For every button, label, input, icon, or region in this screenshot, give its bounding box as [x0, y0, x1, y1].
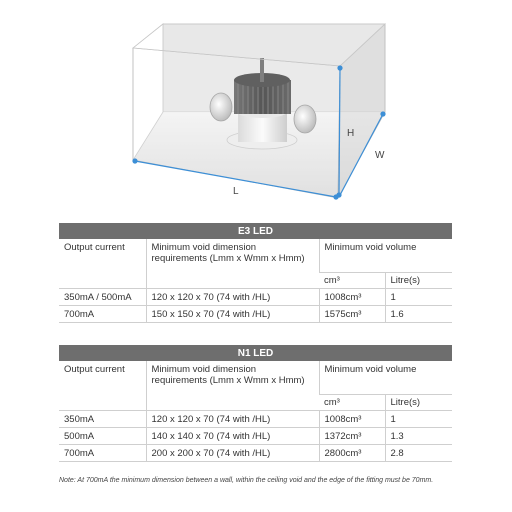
header-min-volume: Minimum void volume: [319, 361, 452, 395]
header-litres: Litre(s): [385, 273, 452, 289]
cell-cm3: 1008cm³: [319, 289, 385, 306]
table-row: [59, 306, 452, 323]
header-output-current: Output current: [59, 361, 146, 411]
void-box-illustration: [0, 0, 512, 215]
table-row: [59, 428, 452, 445]
cell-dimension: 120 x 120 x 70 (74 with /HL): [146, 289, 319, 306]
cell-litres: 1: [385, 289, 452, 306]
cell-litres: 1.6: [385, 306, 452, 323]
header-cm3: cm³: [319, 395, 385, 411]
header-cm3: cm³: [319, 273, 385, 289]
cell-dimension: 200 x 200 x 70 (74 with /HL): [146, 445, 319, 462]
cell-cm3: 2800cm³: [319, 445, 385, 462]
cell-cm3: 1575cm³: [319, 306, 385, 323]
table-row: [59, 289, 452, 306]
cell-litres: 1.3: [385, 428, 452, 445]
box-front-face: [133, 48, 340, 198]
cell-current: 500mA: [59, 428, 146, 445]
e3-led-table: [59, 223, 452, 323]
cell-cm3: 1372cm³: [319, 428, 385, 445]
header-output-current: Output current: [59, 239, 146, 289]
footnote: Note: At 700mA the minimum dimension between a wall, within the ceiling void and the edge of the fitting must be 70mm.: [59, 477, 434, 484]
cell-dimension: 120 x 120 x 70 (74 with /HL): [146, 411, 319, 428]
header-min-dimension: Minimum void dimension requirements (Lmm x Wmm x Hmm): [146, 361, 319, 411]
cell-current: 350mA / 500mA: [59, 289, 146, 306]
cell-litres: 1: [385, 411, 452, 428]
n1-led-table: [59, 345, 452, 462]
table-title: N1 LED: [59, 345, 452, 361]
width-label: W: [375, 150, 385, 161]
cell-current: 350mA: [59, 411, 146, 428]
height-label: H: [347, 128, 355, 139]
cell-current: 700mA: [59, 306, 146, 323]
table-row: [59, 445, 452, 462]
length-label: L: [233, 186, 239, 197]
cell-litres: 2.8: [385, 445, 452, 462]
header-min-volume: Minimum void volume: [319, 239, 452, 273]
cell-current: 700mA: [59, 445, 146, 462]
header-min-dimension: Minimum void dimension requirements (Lmm x Wmm x Hmm): [146, 239, 319, 289]
header-litres: Litre(s): [385, 395, 452, 411]
cell-dimension: 150 x 150 x 70 (74 with /HL): [146, 306, 319, 323]
cell-dimension: 140 x 140 x 70 (74 with /HL): [146, 428, 319, 445]
table-title: E3 LED: [59, 223, 452, 239]
cell-cm3: 1008cm³: [319, 411, 385, 428]
table-row: [59, 411, 452, 428]
